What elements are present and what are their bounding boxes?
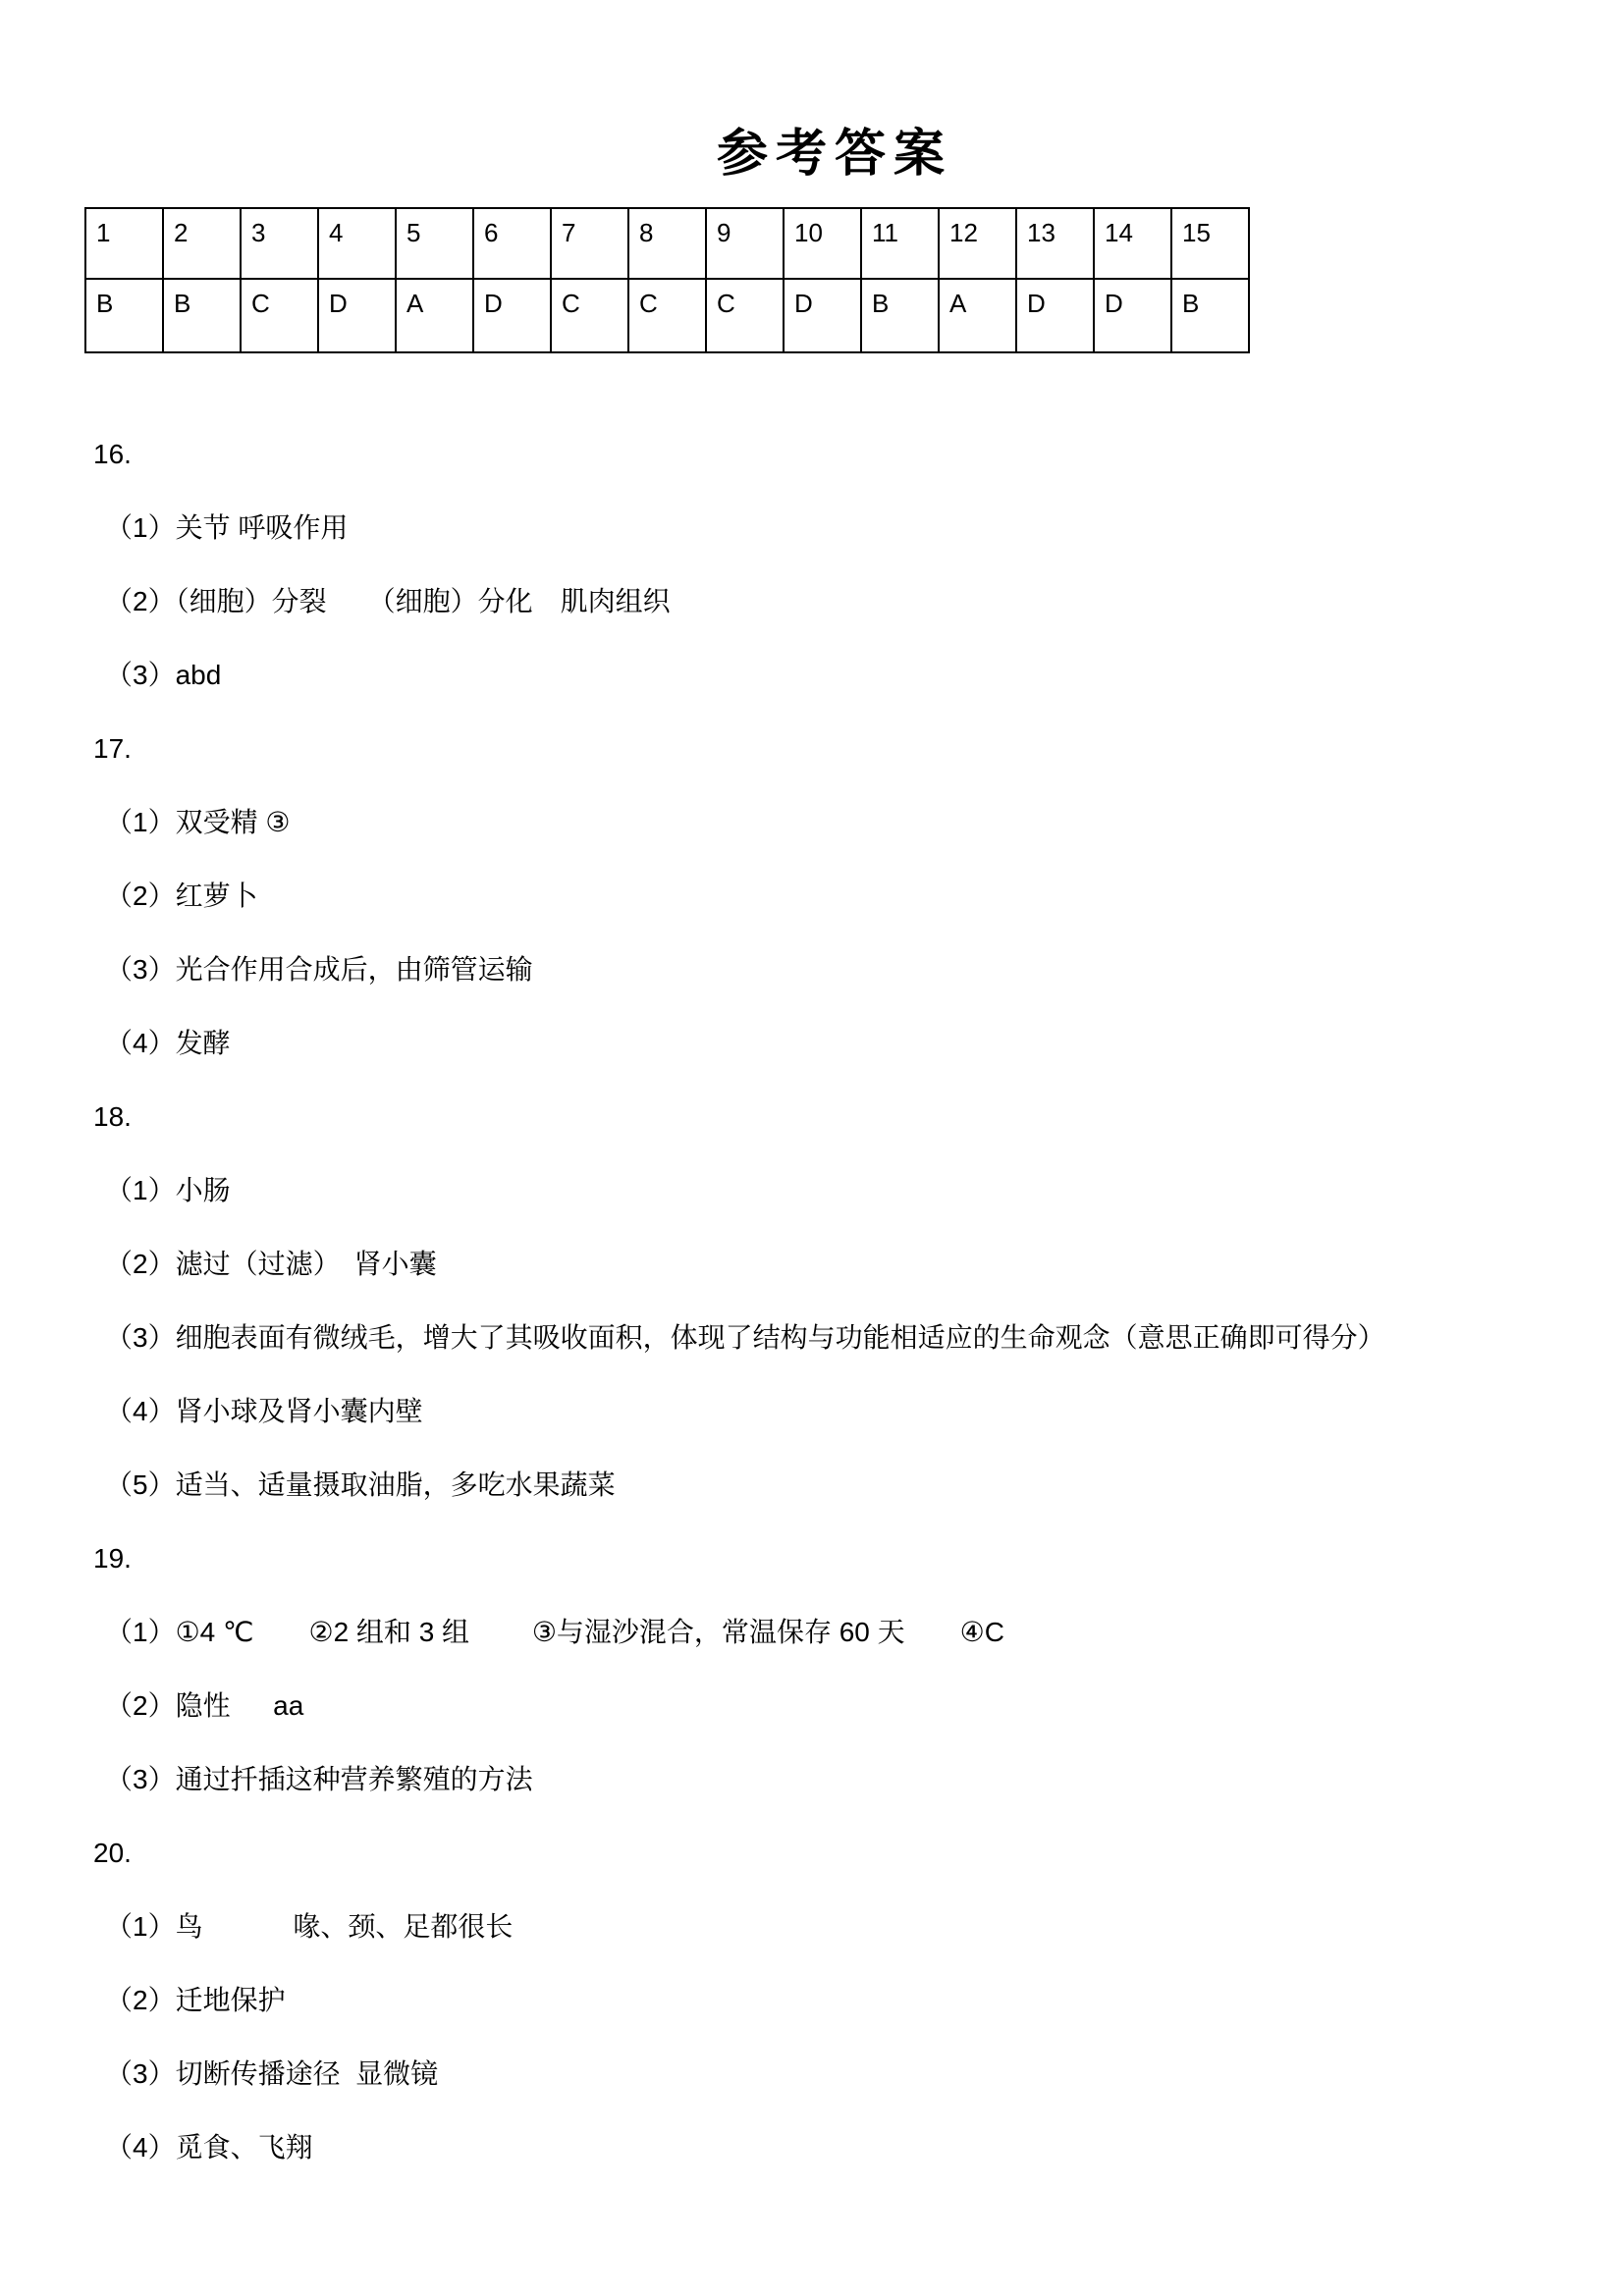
answer-cell: D: [318, 279, 396, 352]
question-number-cell: 7: [551, 208, 628, 279]
answer-cell: C: [551, 279, 628, 352]
answer-cell: B: [1171, 279, 1249, 352]
section-number-17: 17.: [93, 733, 132, 764]
answer-cell: B: [163, 279, 241, 352]
question-number-cell: 10: [784, 208, 861, 279]
answer-line: （3）切断传播途径 显微镜: [105, 2058, 439, 2089]
answer-line: （4）肾小球及肾小囊内壁: [105, 1396, 423, 1426]
question-number-cell: 1: [85, 208, 163, 279]
answer-cell: D: [784, 279, 861, 352]
question-number-cell: 5: [396, 208, 473, 279]
question-number-cell: 9: [706, 208, 784, 279]
section-number-18: 18.: [93, 1101, 132, 1132]
answer-line: （2）（细胞）分裂 （细胞）分化 肌肉组织: [105, 586, 671, 616]
section-number-20: 20.: [93, 1838, 132, 1868]
question-number-cell: 3: [241, 208, 318, 279]
question-number-cell: 11: [861, 208, 939, 279]
answers-content: [93, 417, 1546, 2184]
table-answer-row: [85, 279, 1249, 352]
answer-key-table: [84, 207, 1250, 353]
answer-cell: C: [706, 279, 784, 352]
page-title: 参考答案: [716, 126, 952, 183]
answer-cell: D: [473, 279, 551, 352]
section-number-16: 16.: [93, 439, 132, 469]
answer-cell: C: [628, 279, 706, 352]
answer-cell: A: [396, 279, 473, 352]
answer-line: （4）觅食、飞翔: [105, 2132, 313, 2163]
answer-line: （2）红萝卜: [105, 881, 258, 911]
answer-line: （5）适当、适量摄取油脂，多吃水果蔬菜: [105, 1469, 616, 1500]
question-number-cell: 12: [939, 208, 1016, 279]
answer-cell: B: [861, 279, 939, 352]
answer-line: （2）迁地保护: [105, 1985, 286, 2015]
question-number-cell: 4: [318, 208, 396, 279]
answer-line: （1）①4 ℃ ②2 组和 3 组 ③与湿沙混合，常温保存 60 天 ④C: [105, 1617, 1004, 1647]
answer-line: （2）隐性 aa: [105, 1690, 304, 1721]
answer-cell: D: [1016, 279, 1094, 352]
question-number-cell: 6: [473, 208, 551, 279]
table-header-row: [85, 208, 1249, 279]
answer-cell: B: [85, 279, 163, 352]
section-number-19: 19.: [93, 1543, 132, 1574]
question-number-cell: 8: [628, 208, 706, 279]
answer-cell: A: [939, 279, 1016, 352]
question-number-cell: 14: [1094, 208, 1171, 279]
answer-cell: C: [241, 279, 318, 352]
answer-line: （1）关节 呼吸作用: [105, 512, 349, 543]
question-number-cell: 15: [1171, 208, 1249, 279]
answer-line: （3）细胞表面有微绒毛，增大了其吸收面积，体现了结构与功能相适应的生命观念（意思正确即可得分）: [105, 1322, 1385, 1353]
answer-line: （3）通过扦插这种营养繁殖的方法: [105, 1764, 533, 1794]
answer-line: （1）鸟 喙、颈、足都很长: [105, 1911, 514, 1942]
answer-line: （3）abd: [105, 660, 222, 690]
answer-line: （4）发酵: [105, 1028, 231, 1058]
answer-line: （3）光合作用合成后，由筛管运输: [105, 954, 533, 985]
answer-cell: D: [1094, 279, 1171, 352]
answer-line: （1）双受精 ③: [105, 807, 291, 837]
answer-line: （1）小肠: [105, 1175, 231, 1205]
answer-line: （2）滤过（过滤） 肾小囊: [105, 1249, 437, 1279]
question-number-cell: 2: [163, 208, 241, 279]
question-number-cell: 13: [1016, 208, 1094, 279]
